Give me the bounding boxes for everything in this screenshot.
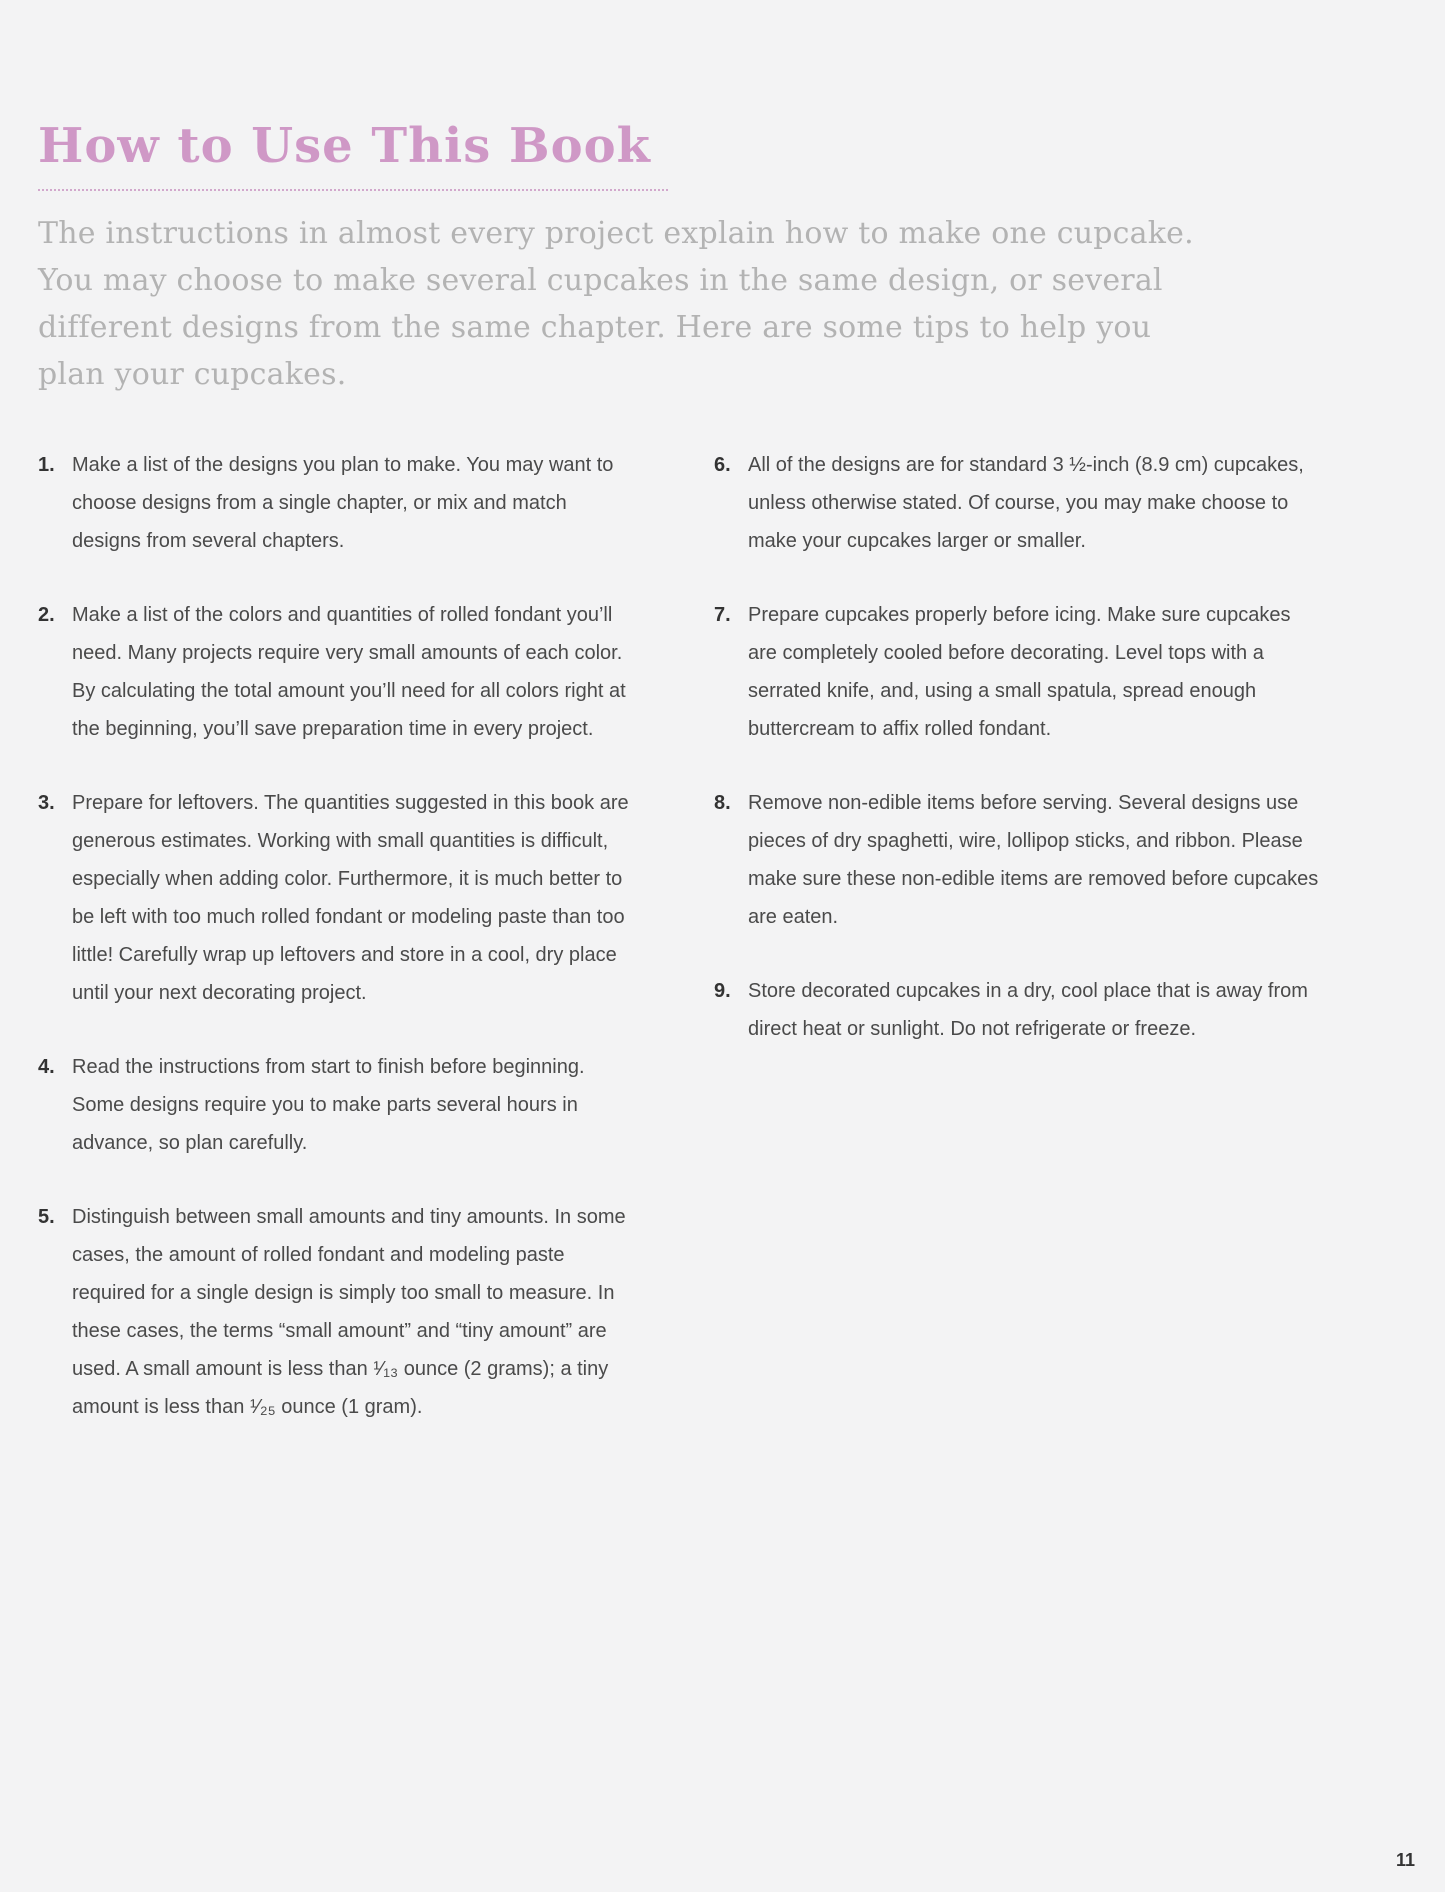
tip-number: 2. xyxy=(38,604,55,626)
tip-line: All of the designs are for standard 3 ½-inch (8.9 cm) cupcakes, xyxy=(748,454,1304,476)
page-number: 11 xyxy=(1396,1850,1416,1870)
tips-list-right xyxy=(714,446,1354,1048)
tip-line: Prepare cupcakes properly before icing. Make sure cupcakes xyxy=(748,604,1291,626)
dotted-divider xyxy=(38,189,668,191)
tip-item-8 xyxy=(714,784,1354,936)
tip-line: need. Many projects require very small amounts of each color. xyxy=(72,642,623,664)
tip-item-1 xyxy=(38,446,678,560)
tip-number: 5. xyxy=(38,1206,55,1228)
tip-line: Remove non-edible items before serving. Several designs use xyxy=(748,792,1299,814)
intro-line: You may choose to make several cupcakes in the same design, or several xyxy=(38,263,1163,298)
tip-line: advance, so plan carefully. xyxy=(72,1132,308,1154)
tip-line: buttercream to affix rolled fondant. xyxy=(748,718,1052,740)
tip-line: are completely cooled before decorating. Level tops with a xyxy=(748,642,1264,664)
tip-line: Make a list of the designs you plan to make. You may want to xyxy=(72,454,614,476)
tip-line: these cases, the terms “small amount” and “tiny amount” are xyxy=(72,1320,607,1342)
tip-line: pieces of dry spaghetti, wire, lollipop sticks, and ribbon. Please xyxy=(748,830,1303,852)
tip-line: Store decorated cupcakes in a dry, cool place that is away from xyxy=(748,980,1308,1002)
tip-item-3 xyxy=(38,784,678,1012)
intro-line: plan your cupcakes. xyxy=(38,357,347,392)
tip-line: Prepare for leftovers. The quantities suggested in this book are xyxy=(72,792,629,814)
tip-line: serrated knife, and, using a small spatula, spread enough xyxy=(748,680,1257,702)
tip-line: cases, the amount of rolled fondant and modeling paste xyxy=(72,1244,565,1266)
intro-line: The instructions in almost every project explain how to make one cupcake. xyxy=(38,216,1194,251)
intro-line: different designs from the same chapter. Here are some tips to help you xyxy=(38,310,1152,345)
tip-line: especially when adding color. Furthermore, it is much better to xyxy=(72,868,623,890)
tip-line: make your cupcakes larger or smaller. xyxy=(748,530,1086,552)
intro-paragraph xyxy=(38,210,1268,398)
tip-item-2 xyxy=(38,596,678,748)
tip-line: little! Carefully wrap up leftovers and store in a cool, dry place xyxy=(72,944,617,966)
tip-line: are eaten. xyxy=(748,906,839,928)
tips-list-left xyxy=(38,446,678,1426)
tip-number: 8. xyxy=(714,792,731,814)
tip-line: until your next decorating project. xyxy=(72,982,367,1004)
tip-line: required for a single design is simply too small to measure. In xyxy=(72,1282,615,1304)
tip-item-5 xyxy=(38,1198,678,1426)
tip-line: the beginning, you’ll save preparation time in every project. xyxy=(72,718,594,740)
tip-line: Distinguish between small amounts and tiny amounts. In some xyxy=(72,1206,626,1228)
tip-line: Make a list of the colors and quantities of rolled fondant you’ll xyxy=(72,604,613,626)
tip-number: 9. xyxy=(714,980,731,1002)
tip-line: choose designs from a single chapter, or mix and match xyxy=(72,492,567,514)
tip-number: 7. xyxy=(714,604,731,626)
tip-line: direct heat or sunlight. Do not refrigerate or freeze. xyxy=(748,1018,1197,1040)
tip-line: unless otherwise stated. Of course, you may make choose to xyxy=(748,492,1289,514)
tip-line: used. A small amount is less than ¹⁄₁₃ ounce (2 grams); a tiny xyxy=(72,1358,609,1380)
tip-item-9 xyxy=(714,972,1354,1048)
tip-item-4 xyxy=(38,1048,678,1162)
tip-line: Some designs require you to make parts several hours in xyxy=(72,1094,578,1116)
page-title: How to Use This Book xyxy=(38,118,651,174)
tip-line: Read the instructions from start to finish before beginning. xyxy=(72,1056,585,1078)
tip-line: make sure these non-edible items are removed before cupcakes xyxy=(748,868,1319,890)
tip-number: 4. xyxy=(38,1056,55,1078)
tip-line: designs from several chapters. xyxy=(72,530,345,552)
tip-line: be left with too much rolled fondant or modeling paste than too xyxy=(72,906,625,928)
tip-line: amount is less than ¹⁄₂₅ ounce (1 gram). xyxy=(72,1396,423,1418)
tip-line: By calculating the total amount you’ll need for all colors right at xyxy=(72,680,626,702)
tip-line: generous estimates. Working with small quantities is difficult, xyxy=(72,830,609,852)
tip-number: 3. xyxy=(38,792,55,814)
tip-item-6 xyxy=(714,446,1354,560)
tip-item-7 xyxy=(714,596,1354,748)
tip-number: 6. xyxy=(714,454,731,476)
tip-number: 1. xyxy=(38,454,55,476)
